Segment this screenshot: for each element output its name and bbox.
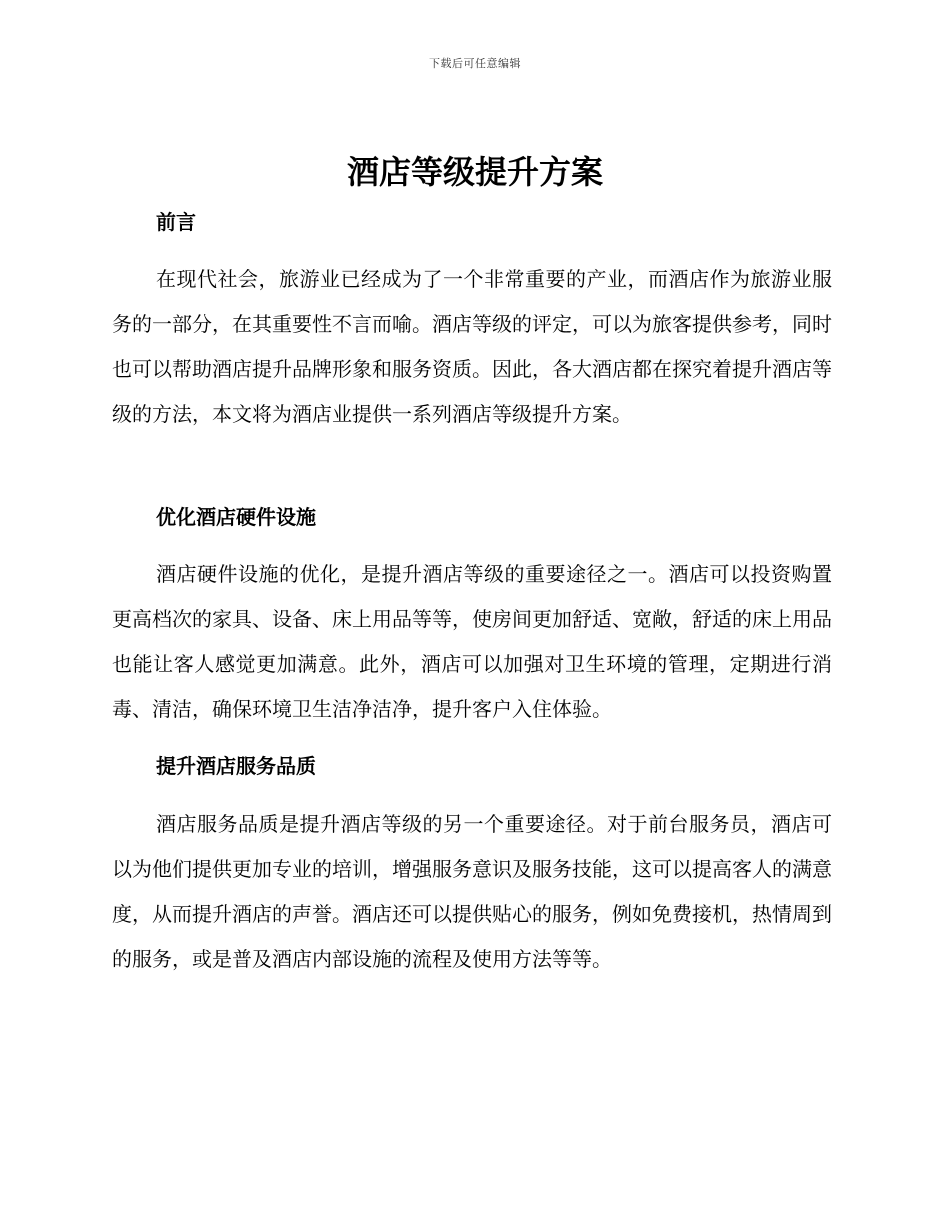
section-heading-hardware: 优化酒店硬件设施 <box>156 505 316 529</box>
section-heading-service: 提升酒店服务品质 <box>156 754 316 778</box>
section-body-preface: 在现代社会，旅游业已经成为了一个非常重要的产业，而酒店作为旅游业服务的一部分，在其重要性不言而喻。酒店等级的评定，可以为旅客提供参考，同时也可以帮助酒店提升品牌形象和服务资质。因此，各大酒店都在探究着提升酒店等级的方法，本文将为酒店业提供一系列酒店等级提升方案。 <box>112 267 832 426</box>
page-header-note: 下载后可任意编辑 <box>429 57 521 70</box>
section-body-service: 酒店服务品质是提升酒店等级的另一个重要途径。对于前台服务员，酒店可以为他们提供更加专业的培训，增强服务意识及服务技能，这可以提高客人的满意度，从而提升酒店的声誉。酒店还可以提供贴心的服务，例如免费接机，热情周到的服务，或是普及酒店内部设施的流程及使用方法等等。 <box>112 812 832 971</box>
section-body-hardware: 酒店硬件设施的优化，是提升酒店等级的重要途径之一。酒店可以投资购置更高档次的家具、设备、床上用品等等，使房间更加舒适、宽敞，舒适的床上用品也能让客人感觉更加满意。此外，酒店可以加强对卫生环境的管理，定期进行消毒、清洁，确保环境卫生洁净洁净，提升客户入住体验。 <box>112 562 832 721</box>
section-heading-preface: 前言 <box>156 210 196 234</box>
document-title: 酒店等级提升方案 <box>346 153 603 191</box>
